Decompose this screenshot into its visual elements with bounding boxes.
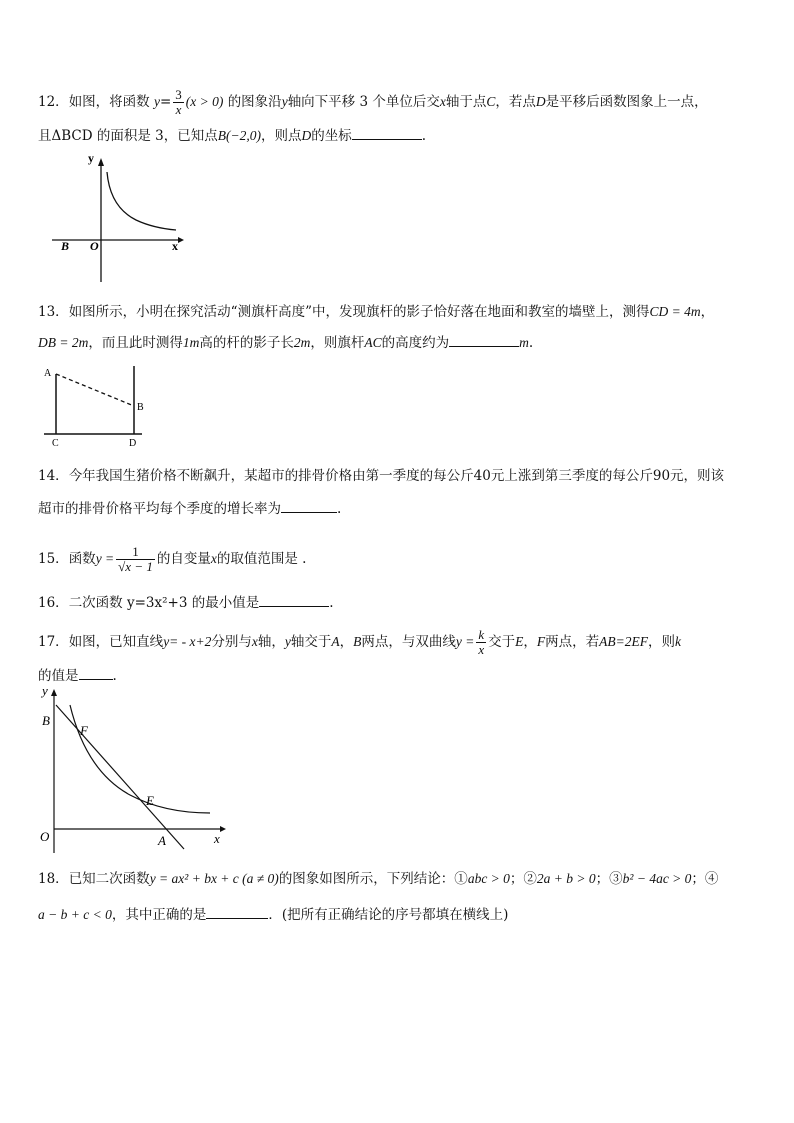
- question-number: 13．: [38, 304, 69, 320]
- question-17-line2: 的值是 .: [38, 668, 117, 684]
- x-axis-arrow: [178, 237, 184, 243]
- y-axis-label: y: [42, 683, 48, 698]
- question-number: 15．: [38, 551, 69, 567]
- point-a-label: A: [44, 368, 52, 379]
- y-axis-arrow: [98, 158, 104, 166]
- answer-blank[interactable]: [449, 333, 519, 347]
- answer-blank[interactable]: [259, 593, 329, 607]
- answer-blank[interactable]: [79, 666, 113, 680]
- fraction-1-over-sqrt: $\frac{1}{√x - 1}$: [118, 544, 153, 574]
- y-axis-label: y: [88, 152, 94, 165]
- question-13-line1: 13．如图所示，小明在探究活动“测旗杆高度”中，发现旗杆的影子恰好落在地面和教室的墙壁上，测得CD = 4m，: [38, 304, 715, 320]
- question-13-line2: DB = 2m，而且此时测得1m高的杆的影子长2m，则旗杆AC的高度约为 m.: [38, 335, 534, 351]
- question-18-line1: 18．已知二次函数y = ax² + bx + c (a ≠ 0)的图象如图所示，下列结论：①abc > 0；②2a + b > 0；③b² − 4ac > 0；④: [38, 871, 719, 887]
- question-number: 17．: [38, 634, 69, 650]
- figure-17-line-hyperbola-graph: [34, 683, 234, 858]
- point-a-label: A: [158, 833, 166, 848]
- point-b-label: B: [61, 239, 70, 253]
- answer-blank[interactable]: [281, 499, 337, 513]
- question-18-line2: a − b + c < 0，其中正确的是 ．(把所有正确结论的序号都填在横线上): [38, 907, 509, 923]
- hyperbola-curve: [107, 172, 176, 230]
- question-number: 12．: [38, 94, 69, 110]
- point-d-label: D: [129, 438, 137, 449]
- point-f-label: F: [80, 723, 88, 738]
- fraction-k-over-x: $\frac{k}{x}$: [478, 627, 485, 657]
- y-axis-arrow: [51, 689, 57, 696]
- answer-blank[interactable]: [206, 905, 268, 919]
- x-axis-label: x: [172, 239, 178, 253]
- question-17-line1: 17．如图，已知直线y= - x+2分别与x轴，y轴交于A，B两点，与双曲线y = $\frac{k}{x}$ 交于E，F两点，若AB=2EF，则k: [38, 627, 682, 657]
- point-e-label: E: [146, 793, 154, 808]
- sun-ray-dashed: [56, 374, 134, 406]
- question-number: 16．: [38, 595, 69, 611]
- hyperbola-k-over-x: [70, 705, 210, 813]
- question-15: 15．函数y = $\frac{1}{√x - 1}$ 的自变量x的取值范围是 .: [38, 544, 307, 574]
- figure-12-hyperbola-graph: [48, 152, 188, 287]
- point-c-label: C: [52, 438, 59, 449]
- question-12-line1: 12．如图，将函数 y= $\frac{3}{x}$ (x > 0) 的图象沿y轴向下平移 3 个单位后交x轴于点C，若点D是平移后函数图象上一点，: [38, 87, 708, 117]
- x-axis-arrow: [220, 826, 226, 832]
- question-12-line2: 且ΔBCD 的面积是 3，已知点B(−2,0)，则点D的坐标 .: [38, 128, 427, 144]
- origin-label: O: [40, 829, 50, 844]
- x-axis-label: x: [214, 831, 220, 846]
- point-b-label: B: [137, 402, 144, 413]
- line-y-minus-x-plus-2: [56, 705, 184, 849]
- question-number: 14．: [38, 468, 69, 484]
- figure-13-flagpole-diagram: [38, 362, 158, 452]
- question-14-line1: 14．今年我国生猪价格不断飙升，某超市的排骨价格由第一季度的每公斤40元上涨到第三季度的每公斤90元，则该: [38, 468, 725, 484]
- origin-label: O: [90, 239, 99, 253]
- question-16: 16．二次函数 y=3x²+3 的最小值是 .: [38, 595, 334, 611]
- question-14-line2: 超市的排骨价格平均每个季度的增长率为 .: [38, 501, 342, 517]
- question-number: 18．: [38, 871, 69, 887]
- answer-blank[interactable]: [352, 126, 422, 140]
- point-b-label: B: [42, 713, 50, 728]
- fraction-3-over-x: $\frac{3}{x}$: [175, 87, 182, 117]
